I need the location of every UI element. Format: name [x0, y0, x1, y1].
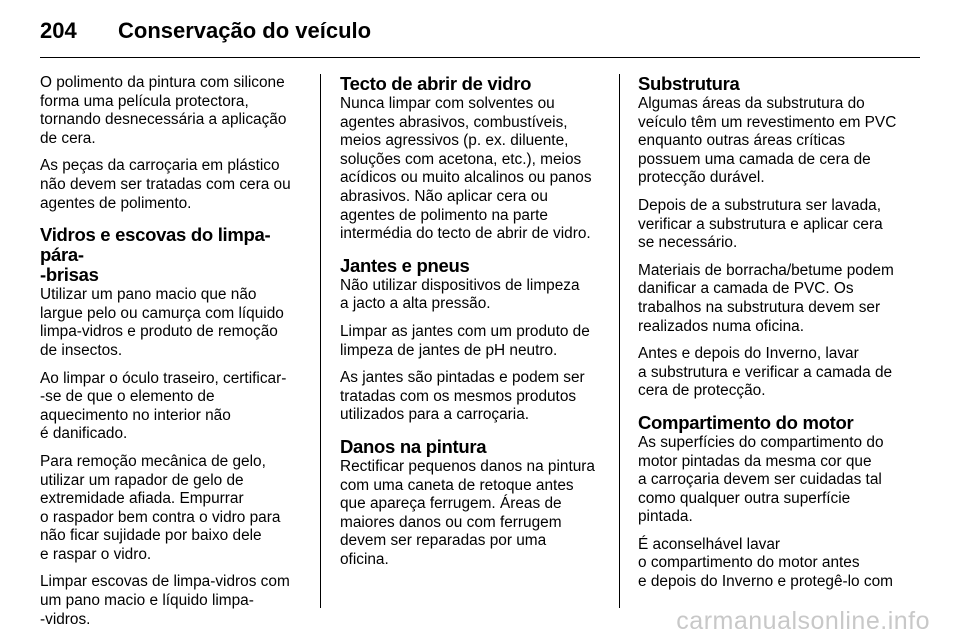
section-heading: Danos na pintura	[340, 435, 487, 457]
section-heading: Vidros e escovas do limpa-pára- -brisas	[40, 224, 271, 286]
watermark: carmanualsonline.info	[676, 607, 930, 635]
paragraph: Nunca limpar com solventes ou agentes abrasivos, combustíveis, meios agressivos (p. ex. diluente, soluções com acetona, etc.), meios acídicos ou muito alcalinos ou panos abrasivos. Não aplicar cera ou agentes de polimento na parte intermédia do tecto de abrir de vidro.	[340, 95, 592, 243]
paragraph: Ao limpar o óculo traseiro, certificar- -se de que o elemento de aquecimento no interior não é danificado.	[40, 369, 287, 443]
column-divider	[320, 74, 321, 608]
paragraph: As jantes são pintadas e podem ser tratadas com os mesmos produtos utilizados para a carroçaria.	[340, 369, 585, 424]
paragraph: Antes e depois do Inverno, lavar a substrutura e verificar a camada de cera de protecção.	[638, 345, 893, 400]
paragraph: É aconselhável lavar o compartimento do motor antes e depois do Inverno e protegê-lo com	[638, 535, 893, 591]
header-divider	[40, 57, 920, 58]
paragraph: Depois de a substrutura ser lavada, verificar a substrutura e aplicar cera se necessário.	[638, 196, 883, 252]
section-heading: Compartimento do motor	[638, 411, 854, 433]
section-heading: Jantes e pneus	[340, 254, 470, 276]
text-column-2	[340, 74, 608, 578]
paragraph: As peças da carroçaria em plástico não devem ser tratadas com cera ou agentes de polimento.	[40, 157, 291, 212]
paragraph: Não utilizar dispositivos de limpeza a jacto a alta pressão.	[340, 276, 580, 313]
chapter-title: Conservação do veículo	[118, 18, 372, 43]
paragraph: As superfícies do compartimento do motor pintadas da mesma cor que a carroçaria devem ser cuidadas tal como qualquer outra superfície pintada.	[638, 433, 884, 526]
text-column-3	[638, 74, 908, 601]
paragraph: Utilizar um pano macio que não largue pelo ou camurça com líquido limpa-vidros e produto de remoção de insectos.	[40, 286, 284, 359]
section-heading: Substrutura	[638, 73, 740, 94]
page-header	[40, 18, 371, 48]
paragraph: Materiais de borracha/betume podem danificar a camada de PVC. Os trabalhos na substrutura devem ser realizados numa oficina.	[638, 261, 894, 335]
paragraph: Rectificar pequenos danos na pintura com uma caneta de retoque antes que apareça ferrugem. Áreas de maiores danos ou com ferrugem devem ser reparadas por uma oficina.	[340, 457, 595, 568]
paragraph: Algumas áreas da substrutura do veículo têm um revestimento em PVC enquanto outras áreas críticas possuem uma camada de cera de protecção durável.	[638, 95, 897, 187]
paragraph: O polimento da pintura com silicone forma uma película protectora, tornando desnecessária a aplicação de cera.	[40, 74, 287, 147]
section-heading: Tecto de abrir de vidro	[340, 73, 532, 94]
paragraph: Para remoção mecânica de gelo, utilizar um rapador de gelo de extremidade afiada. Empurrar o raspador bem contra o vidro para não ficar sujidade por baixo dele e raspar o vidro.	[40, 452, 281, 563]
paragraph: Limpar as jantes com um produto de limpeza de jantes de pH neutro.	[340, 322, 590, 359]
text-column-1	[40, 74, 308, 638]
page-number: 204	[40, 18, 77, 43]
column-divider	[619, 74, 620, 608]
paragraph: Limpar escovas de limpa-vidros com um pano macio e líquido limpa- -vidros.	[40, 573, 290, 628]
